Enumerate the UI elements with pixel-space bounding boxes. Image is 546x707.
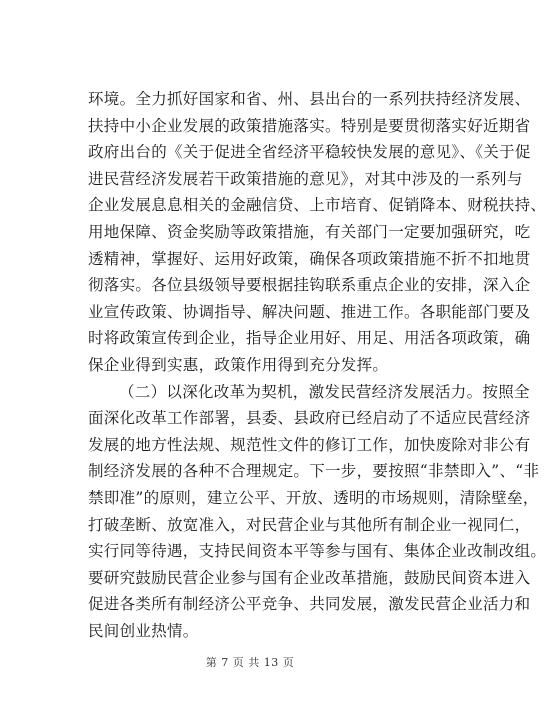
text-line: 民间创业热情。 <box>88 621 199 640</box>
text-line: 保企业得到实惠，政策作用得到充分发挥。 <box>88 355 389 374</box>
text-line: 扶持中小企业发展的政策措施落实。特别是要贯彻落实好近期省 <box>88 116 531 135</box>
text-line: 发展的地方性法规、规范性文件的修订工作，加快废除对非公有 <box>88 435 531 454</box>
text-line: 企业发展息息相关的金融信贷、上市培育、促销降本、财税扶持、 <box>88 196 546 215</box>
text-line: 业宣传政策、协调指导、解决问题、推进工作。各职能部门要及 <box>88 302 531 321</box>
document-body <box>88 86 546 644</box>
text-line: 进民营经济发展若干政策措施的意见》，对其中涉及的一系列与 <box>88 169 523 188</box>
text-line: 禁即准”的原则，建立公平、开放、透明的市场规则，清除壁垒， <box>88 488 539 507</box>
text-line: 实行同等待遇，支持民间资本平等参与国有、集体企业改制改组。 <box>88 542 546 561</box>
paragraph-heading-line: （二）以深化改革为契机，激发民营经济发展活力。按照全 <box>119 382 530 401</box>
text-line: 政府出台的《关于促进全省经济平稳较快发展的意见》、《关于促 <box>88 143 531 162</box>
text-line: 环境。全力抓好国家和省、州、县出台的一系列扶持经济发展、 <box>88 90 531 108</box>
text-line: 制经济发展的各种不合理规定。下一步，要按照“非禁即入”、“非 <box>88 462 540 481</box>
text-line: 透精神，掌握好、运用好政策，确保各项政策措施不折不扣地贯 <box>88 249 531 268</box>
text-line: 要研究鼓励民营企业参与国有企业改革措施，鼓励民间资本进入 <box>88 568 531 587</box>
page-number-footer: 第 7 页 共 13 页 <box>205 656 295 669</box>
text-line: 时将政策宣传到企业，指导企业用好、用足、用活各项政策，确 <box>88 329 531 348</box>
text-line: 促进各类所有制经济公平竞争、共同发展，激发民营企业活力和 <box>88 595 531 614</box>
text-line: 彻落实。各位县级领导要根据挂钩联系重点企业的安排，深入企 <box>88 276 531 295</box>
text-line: 面深化改革工作部署，县委、县政府已经启动了不适应民营经济 <box>88 409 531 428</box>
text-line: 打破垄断、放宽准入，对民营企业与其他所有制企业一视同仁， <box>88 515 531 534</box>
text-line: 用地保障、资金奖励等政策措施，有关部门一定要加强研究，吃 <box>88 222 531 241</box>
